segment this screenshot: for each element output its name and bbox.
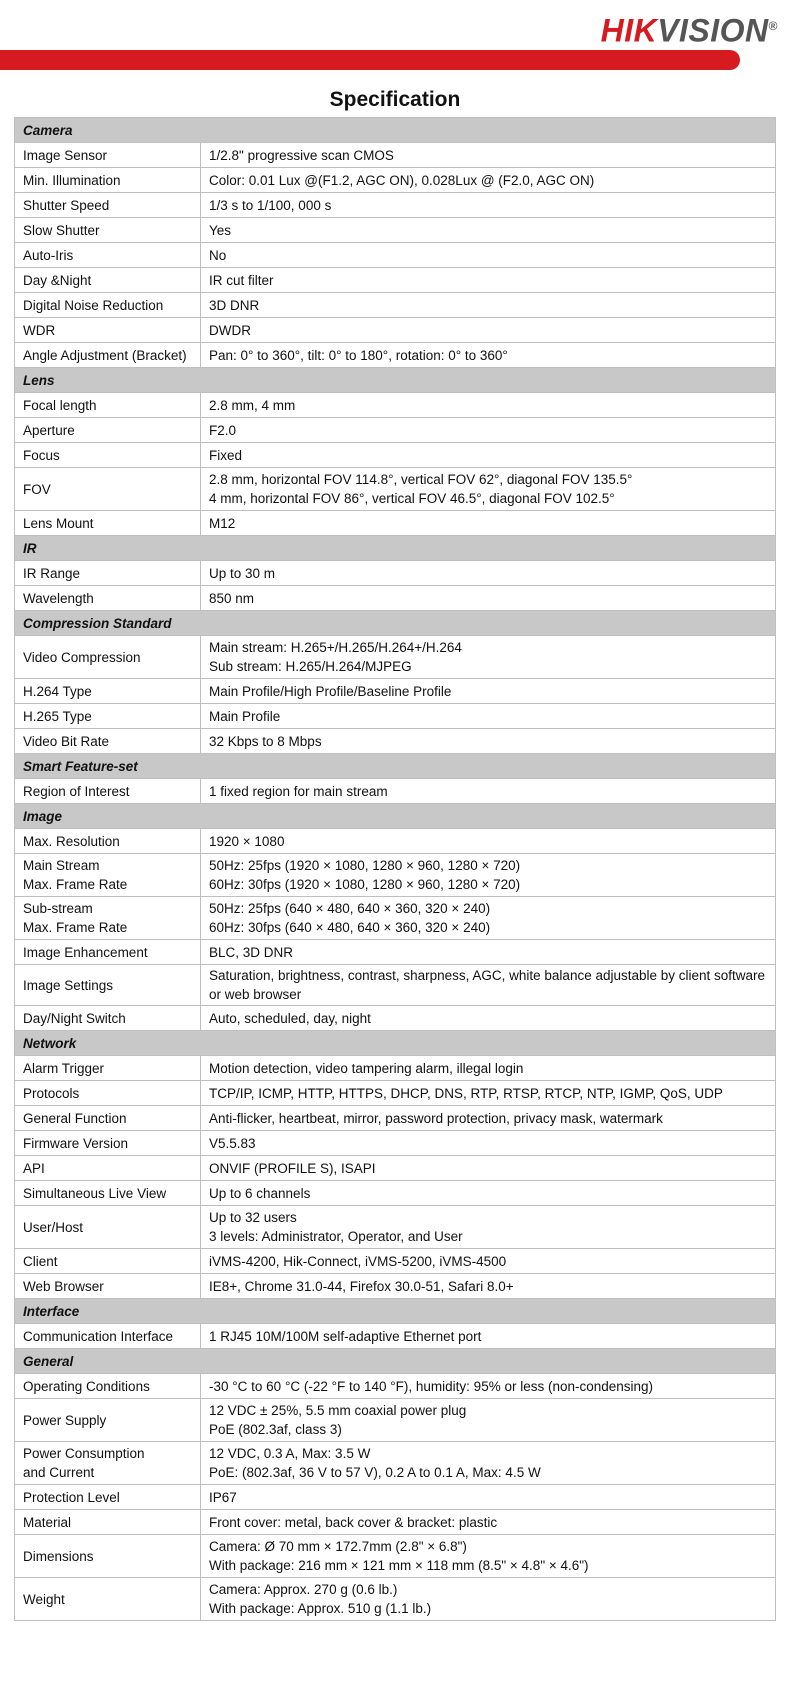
spec-value xyxy=(201,393,776,418)
spec-label-line: Web Browser xyxy=(23,1278,104,1294)
spec-label xyxy=(15,1206,201,1249)
spec-value-line: Motion detection, video tampering alarm, illegal login xyxy=(209,1060,524,1076)
spec-value xyxy=(201,418,776,443)
table-row xyxy=(15,1106,776,1131)
spec-label xyxy=(15,168,201,193)
spec-label-line: Protection Level xyxy=(23,1489,120,1505)
spec-label xyxy=(15,1324,201,1349)
spec-label-line: H.264 Type xyxy=(23,683,92,699)
spec-value xyxy=(201,193,776,218)
table-row xyxy=(15,143,776,168)
spec-value-line: Main Profile/High Profile/Baseline Profile xyxy=(209,683,452,699)
section-header xyxy=(15,368,776,393)
spec-label xyxy=(15,1181,201,1206)
spec-value xyxy=(201,679,776,704)
spec-label-line: FOV xyxy=(23,481,51,497)
spec-label-line: Lens Mount xyxy=(23,515,94,531)
spec-label-line: Dimensions xyxy=(23,1548,94,1564)
spec-label-line: Image Settings xyxy=(23,977,114,993)
spec-value xyxy=(201,468,776,511)
spec-value-line: 12 VDC ± 25%, 5.5 mm coaxial power plug xyxy=(209,1403,467,1418)
spec-value xyxy=(201,704,776,729)
section-title: Lens xyxy=(15,368,776,393)
spec-label xyxy=(15,268,201,293)
spec-label xyxy=(15,940,201,965)
spec-value xyxy=(201,829,776,854)
spec-value-line: 1920 × 1080 xyxy=(209,833,285,849)
table-row xyxy=(15,636,776,679)
table-row xyxy=(15,965,776,1006)
section-header xyxy=(15,536,776,561)
spec-label-line: Focus xyxy=(23,447,60,463)
table-row xyxy=(15,293,776,318)
spec-value-line: 50Hz: 25fps (1920 × 1080, 1280 × 960, 1280 × 720) xyxy=(209,858,521,873)
spec-value-line: M12 xyxy=(209,515,236,531)
table-row xyxy=(15,704,776,729)
spec-label xyxy=(15,343,201,368)
spec-label xyxy=(15,897,201,940)
table-row xyxy=(15,1399,776,1442)
spec-label-line: Video Compression xyxy=(23,649,141,665)
spec-value xyxy=(201,243,776,268)
spec-value-line: Color: 0.01 Lux @(F1.2, AGC ON), 0.028Lux @ (F2.0, AGC ON) xyxy=(209,172,595,188)
spec-label xyxy=(15,779,201,804)
spec-label-line: Max. Frame Rate xyxy=(23,877,128,892)
table-row xyxy=(15,679,776,704)
section-header xyxy=(15,118,776,143)
spec-label-line: Digital Noise Reduction xyxy=(23,297,164,313)
spec-value-line: Camera: Ø 70 mm × 172.7mm (2.8" × 6.8") xyxy=(209,1539,467,1554)
spec-value xyxy=(201,443,776,468)
spec-value-line: Sub stream: H.265/H.264/MJPEG xyxy=(209,659,412,674)
spec-label-line: Power Consumption xyxy=(23,1446,145,1461)
table-row xyxy=(15,1535,776,1578)
spec-value xyxy=(201,293,776,318)
spec-label-line: Slow Shutter xyxy=(23,222,100,238)
table-row xyxy=(15,1442,776,1485)
spec-value-line: IE8+, Chrome 31.0-44, Firefox 30.0-51, Safari 8.0+ xyxy=(209,1278,514,1294)
spec-label-line: General Function xyxy=(23,1110,127,1126)
spec-value-line: Up to 32 users xyxy=(209,1210,297,1225)
spec-label-line: Max. Resolution xyxy=(23,833,120,849)
spec-value-line: Pan: 0° to 360°, tilt: 0° to 180°, rotation: 0° to 360° xyxy=(209,347,508,363)
spec-value xyxy=(201,1006,776,1031)
spec-value xyxy=(201,1056,776,1081)
spec-label xyxy=(15,729,201,754)
spec-value xyxy=(201,1535,776,1578)
spec-value-line: F2.0 xyxy=(209,422,237,438)
spec-label xyxy=(15,1399,201,1442)
spec-value-line: Anti-flicker, heartbeat, mirror, password protection, privacy mask, watermark xyxy=(209,1110,663,1126)
spec-label xyxy=(15,418,201,443)
spec-label-line: Protocols xyxy=(23,1085,80,1101)
spec-label xyxy=(15,829,201,854)
spec-value xyxy=(201,1510,776,1535)
spec-label-line: Min. Illumination xyxy=(23,172,121,188)
spec-label xyxy=(15,1578,201,1621)
spec-label xyxy=(15,1374,201,1399)
spec-label xyxy=(15,1156,201,1181)
spec-value-line: 1/2.8" progressive scan CMOS xyxy=(209,147,394,163)
section-header xyxy=(15,754,776,779)
spec-value xyxy=(201,729,776,754)
spec-label-line: Day &Night xyxy=(23,272,92,288)
spec-label xyxy=(15,511,201,536)
table-row xyxy=(15,168,776,193)
spec-label xyxy=(15,318,201,343)
table-row xyxy=(15,1374,776,1399)
spec-value xyxy=(201,586,776,611)
spec-value-line: PoE: (802.3af, 36 V to 57 V), 0.2 A to 0.1 A, Max: 4.5 W xyxy=(209,1465,541,1480)
spec-label xyxy=(15,1510,201,1535)
spec-value xyxy=(201,1324,776,1349)
spec-value-line: V5.5.83 xyxy=(209,1135,256,1151)
spec-label-line: Angle Adjustment (Bracket) xyxy=(23,347,187,363)
spec-label-line: Day/Night Switch xyxy=(23,1010,126,1026)
table-row xyxy=(15,1510,776,1535)
spec-value-line: 3D DNR xyxy=(209,297,260,313)
table-row xyxy=(15,243,776,268)
spec-label-line: Communication Interface xyxy=(23,1328,174,1344)
spec-value-line: Auto, scheduled, day, night xyxy=(209,1010,371,1026)
table-row xyxy=(15,561,776,586)
spec-label-line: Sub-stream xyxy=(23,901,93,916)
table-row xyxy=(15,1485,776,1510)
spec-label xyxy=(15,1485,201,1510)
spec-label xyxy=(15,1106,201,1131)
spec-label xyxy=(15,679,201,704)
spec-value-line: 4 mm, horizontal FOV 86°, vertical FOV 46.5°, diagonal FOV 102.5° xyxy=(209,491,615,506)
spec-label-line: Weight xyxy=(23,1591,65,1607)
spec-value-line: Saturation, brightness, contrast, sharpness, AGC, white balance adjustable by client software or web browser xyxy=(209,968,766,1002)
spec-label-line: Power Supply xyxy=(23,1412,107,1428)
spec-value xyxy=(201,897,776,940)
section-header xyxy=(15,1349,776,1374)
spec-value-line: 2.8 mm, 4 mm xyxy=(209,397,296,413)
table-row xyxy=(15,940,776,965)
spec-label-line: Image Enhancement xyxy=(23,944,148,960)
table-row xyxy=(15,343,776,368)
spec-value-line: BLC, 3D DNR xyxy=(209,944,294,960)
hikvision-logo: HIKVISION® xyxy=(600,12,778,49)
specification-table xyxy=(14,117,776,1621)
table-row xyxy=(15,1324,776,1349)
table-row xyxy=(15,443,776,468)
section-title: Camera xyxy=(15,118,776,143)
spec-label xyxy=(15,1249,201,1274)
spec-value xyxy=(201,318,776,343)
section-header xyxy=(15,804,776,829)
spec-label xyxy=(15,854,201,897)
spec-value xyxy=(201,168,776,193)
table-row xyxy=(15,1081,776,1106)
spec-value-line: 60Hz: 30fps (640 × 480, 640 × 360, 320 × 240) xyxy=(209,920,491,935)
spec-value-line: 1/3 s to 1/100, 000 s xyxy=(209,197,332,213)
spec-value xyxy=(201,1206,776,1249)
spec-value xyxy=(201,1374,776,1399)
spec-label xyxy=(15,1056,201,1081)
spec-value-line: 3 levels: Administrator, Operator, and User xyxy=(209,1229,463,1244)
spec-value-line: Up to 6 channels xyxy=(209,1185,311,1201)
section-header xyxy=(15,1299,776,1324)
table-row xyxy=(15,1056,776,1081)
table-row xyxy=(15,1131,776,1156)
spec-value-line: 2.8 mm, horizontal FOV 114.8°, vertical FOV 62°, diagonal FOV 135.5° xyxy=(209,472,633,487)
spec-value-line: Yes xyxy=(209,222,232,238)
spec-value xyxy=(201,143,776,168)
spec-value xyxy=(201,1442,776,1485)
spec-label-line: Main Stream xyxy=(23,858,100,873)
spec-value-line: Fixed xyxy=(209,447,243,463)
spec-label-line: Client xyxy=(23,1253,58,1269)
spec-label xyxy=(15,143,201,168)
spec-value-line: 12 VDC, 0.3 A, Max: 3.5 W xyxy=(209,1446,371,1461)
table-row xyxy=(15,897,776,940)
spec-value-line: iVMS-4200, Hik-Connect, iVMS-5200, iVMS-4500 xyxy=(209,1253,507,1269)
spec-label-line: Region of Interest xyxy=(23,783,130,799)
spec-value xyxy=(201,218,776,243)
spec-value xyxy=(201,1274,776,1299)
table-row xyxy=(15,1206,776,1249)
table-row xyxy=(15,729,776,754)
spec-label-line: Image Sensor xyxy=(23,147,108,163)
spec-value xyxy=(201,1399,776,1442)
spec-label xyxy=(15,636,201,679)
spec-value xyxy=(201,779,776,804)
spec-value-line: 60Hz: 30fps (1920 × 1080, 1280 × 960, 1280 × 720) xyxy=(209,877,521,892)
table-row xyxy=(15,318,776,343)
spec-label xyxy=(15,1081,201,1106)
spec-value-line: 32 Kbps to 8 Mbps xyxy=(209,733,322,749)
spec-label xyxy=(15,293,201,318)
spec-label-line: User/Host xyxy=(23,1219,84,1235)
spec-value xyxy=(201,1156,776,1181)
spec-value xyxy=(201,1578,776,1621)
spec-value-line: Main stream: H.265+/H.265/H.264+/H.264 xyxy=(209,640,462,655)
spec-value xyxy=(201,561,776,586)
spec-label-line: Auto-Iris xyxy=(23,247,74,263)
spec-label-line: Material xyxy=(23,1514,72,1530)
spec-label xyxy=(15,704,201,729)
spec-value xyxy=(201,1249,776,1274)
section-title: Smart Feature-set xyxy=(15,754,776,779)
spec-value-line: 50Hz: 25fps (640 × 480, 640 × 360, 320 × 240) xyxy=(209,901,491,916)
spec-label xyxy=(15,468,201,511)
spec-label-line: Aperture xyxy=(23,422,75,438)
spec-label-line: H.265 Type xyxy=(23,708,92,724)
spec-value xyxy=(201,511,776,536)
table-row xyxy=(15,1156,776,1181)
table-row xyxy=(15,468,776,511)
spec-label-line: Shutter Speed xyxy=(23,197,110,213)
spec-label-line: Max. Frame Rate xyxy=(23,920,128,935)
section-title: General xyxy=(15,1349,776,1374)
table-row xyxy=(15,1274,776,1299)
spec-label-line: Alarm Trigger xyxy=(23,1060,105,1076)
spec-label-line: Video Bit Rate xyxy=(23,733,110,749)
spec-value xyxy=(201,268,776,293)
spec-label-line: Operating Conditions xyxy=(23,1378,150,1394)
spec-value-line: Main Profile xyxy=(209,708,281,724)
table-row xyxy=(15,1006,776,1031)
spec-label xyxy=(15,1274,201,1299)
spec-value-line: With package: 216 mm × 121 mm × 118 mm (8.5" × 4.8" × 4.6") xyxy=(209,1558,589,1573)
page-header xyxy=(0,0,790,80)
page-title: Specification xyxy=(329,88,461,111)
spec-label xyxy=(15,1131,201,1156)
table-row xyxy=(15,268,776,293)
table-row xyxy=(15,779,776,804)
table-row xyxy=(15,193,776,218)
spec-label xyxy=(15,218,201,243)
section-title: IR xyxy=(15,536,776,561)
section-title: Compression Standard xyxy=(15,611,776,636)
table-row xyxy=(15,586,776,611)
table-row xyxy=(15,393,776,418)
spec-label-line: WDR xyxy=(23,322,56,338)
table-row xyxy=(15,1181,776,1206)
spec-label xyxy=(15,561,201,586)
spec-value xyxy=(201,854,776,897)
section-header xyxy=(15,1031,776,1056)
table-row xyxy=(15,511,776,536)
spec-value-line: Front cover: metal, back cover & bracket: plastic xyxy=(209,1514,498,1530)
brand-red-bar xyxy=(0,50,740,70)
spec-value-line: Up to 30 m xyxy=(209,565,276,581)
spec-label-line: and Current xyxy=(23,1465,95,1480)
section-title: Network xyxy=(15,1031,776,1056)
spec-label xyxy=(15,393,201,418)
spec-value-line: No xyxy=(209,247,227,263)
spec-value xyxy=(201,343,776,368)
spec-value-line: Camera: Approx. 270 g (0.6 lb.) xyxy=(209,1582,398,1597)
spec-value xyxy=(201,1485,776,1510)
spec-value-line: PoE (802.3af, class 3) xyxy=(209,1422,342,1437)
spec-value-line: DWDR xyxy=(209,322,251,338)
spec-value-line: 850 nm xyxy=(209,590,255,606)
spec-value xyxy=(201,965,776,1006)
spec-label-line: IR Range xyxy=(23,565,81,581)
spec-label-line: Firmware Version xyxy=(23,1135,129,1151)
spec-value-line: 1 RJ45 10M/100M self-adaptive Ethernet port xyxy=(209,1328,482,1344)
section-title: Interface xyxy=(15,1299,776,1324)
spec-label xyxy=(15,443,201,468)
spec-label-line: API xyxy=(23,1160,45,1176)
table-row xyxy=(15,854,776,897)
spec-value-line: IR cut filter xyxy=(209,272,274,288)
spec-value xyxy=(201,1081,776,1106)
spec-label xyxy=(15,1006,201,1031)
spec-label xyxy=(15,586,201,611)
spec-label-line: Wavelength xyxy=(23,590,94,606)
spec-value xyxy=(201,1106,776,1131)
spec-value-line: With package: Approx. 510 g (1.1 lb.) xyxy=(209,1601,432,1616)
spec-label xyxy=(15,1535,201,1578)
spec-value-line: IP67 xyxy=(209,1489,237,1505)
spec-value-line: ONVIF (PROFILE S), ISAPI xyxy=(209,1160,376,1176)
table-row xyxy=(15,829,776,854)
spec-label xyxy=(15,965,201,1006)
spec-value xyxy=(201,1181,776,1206)
spec-label-line: Focal length xyxy=(23,397,97,413)
spec-label xyxy=(15,193,201,218)
spec-value xyxy=(201,940,776,965)
table-row xyxy=(15,1578,776,1621)
spec-label xyxy=(15,243,201,268)
table-row xyxy=(15,418,776,443)
spec-value xyxy=(201,1131,776,1156)
section-header xyxy=(15,611,776,636)
spec-value-line: -30 °C to 60 °C (-22 °F to 140 °F), humidity: 95% or less (non-condensing) xyxy=(209,1378,654,1394)
table-row xyxy=(15,218,776,243)
spec-label-line: Simultaneous Live View xyxy=(23,1185,167,1201)
spec-value-line: TCP/IP, ICMP, HTTP, HTTPS, DHCP, DNS, RTP, RTSP, RTCP, NTP, IGMP, QoS, UDP xyxy=(209,1085,723,1101)
spec-label xyxy=(15,1442,201,1485)
section-title: Image xyxy=(15,804,776,829)
spec-value xyxy=(201,636,776,679)
spec-value-line: 1 fixed region for main stream xyxy=(209,783,388,799)
table-row xyxy=(15,1249,776,1274)
